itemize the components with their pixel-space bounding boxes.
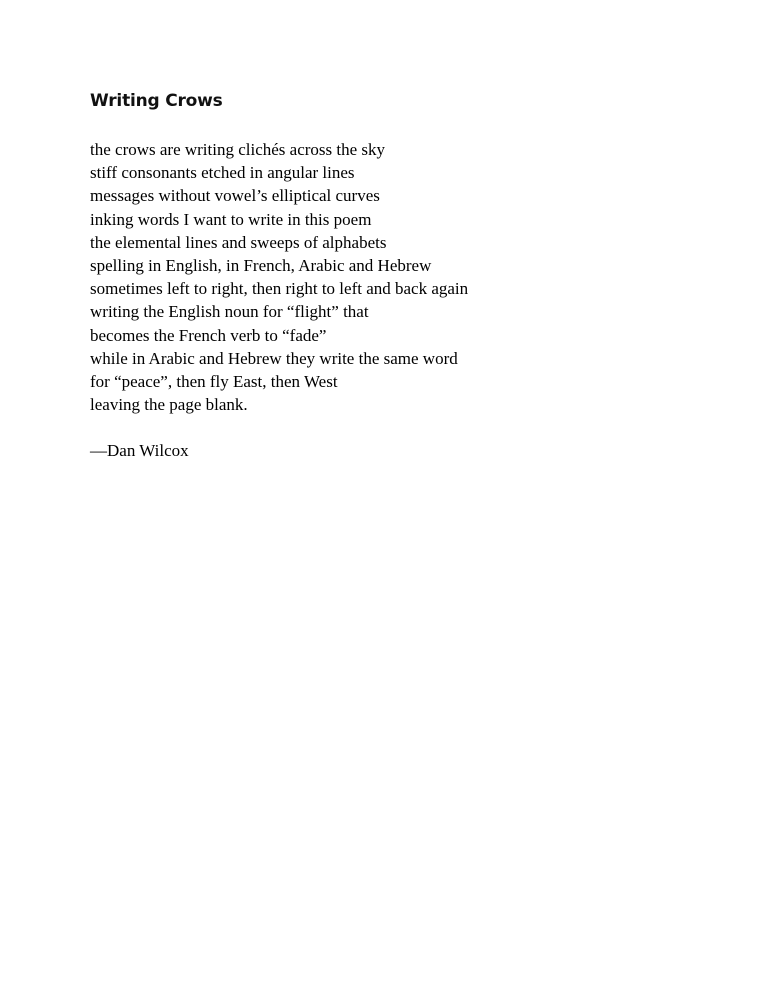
poem-line: stiff consonants etched in angular lines [90, 163, 355, 183]
poem-line: sometimes left to right, then right to left and back again [90, 279, 469, 299]
poem-line: for “peace”, then fly East, then West [90, 372, 338, 392]
poem-line: inking words I want to write in this poem [90, 209, 372, 229]
poem-line: the elemental lines and sweeps of alphabets [90, 232, 387, 252]
poem-body [90, 138, 468, 416]
poem-line: writing the English noun for “flight” that [90, 302, 369, 322]
poem-title: Writing Crows [90, 91, 223, 111]
poem-line: while in Arabic and Hebrew they write the same word [90, 348, 458, 368]
author-signature: —Dan Wilcox [90, 441, 189, 460]
poem-line: spelling in English, in French, Arabic and Hebrew [90, 256, 432, 276]
poem-line: leaving the page blank. [90, 395, 248, 415]
poem-line: messages without vowel’s elliptical curves [90, 186, 380, 206]
poem-line: the crows are writing clichés across the sky [90, 140, 386, 159]
poem-line: becomes the French verb to “fade” [90, 325, 327, 345]
